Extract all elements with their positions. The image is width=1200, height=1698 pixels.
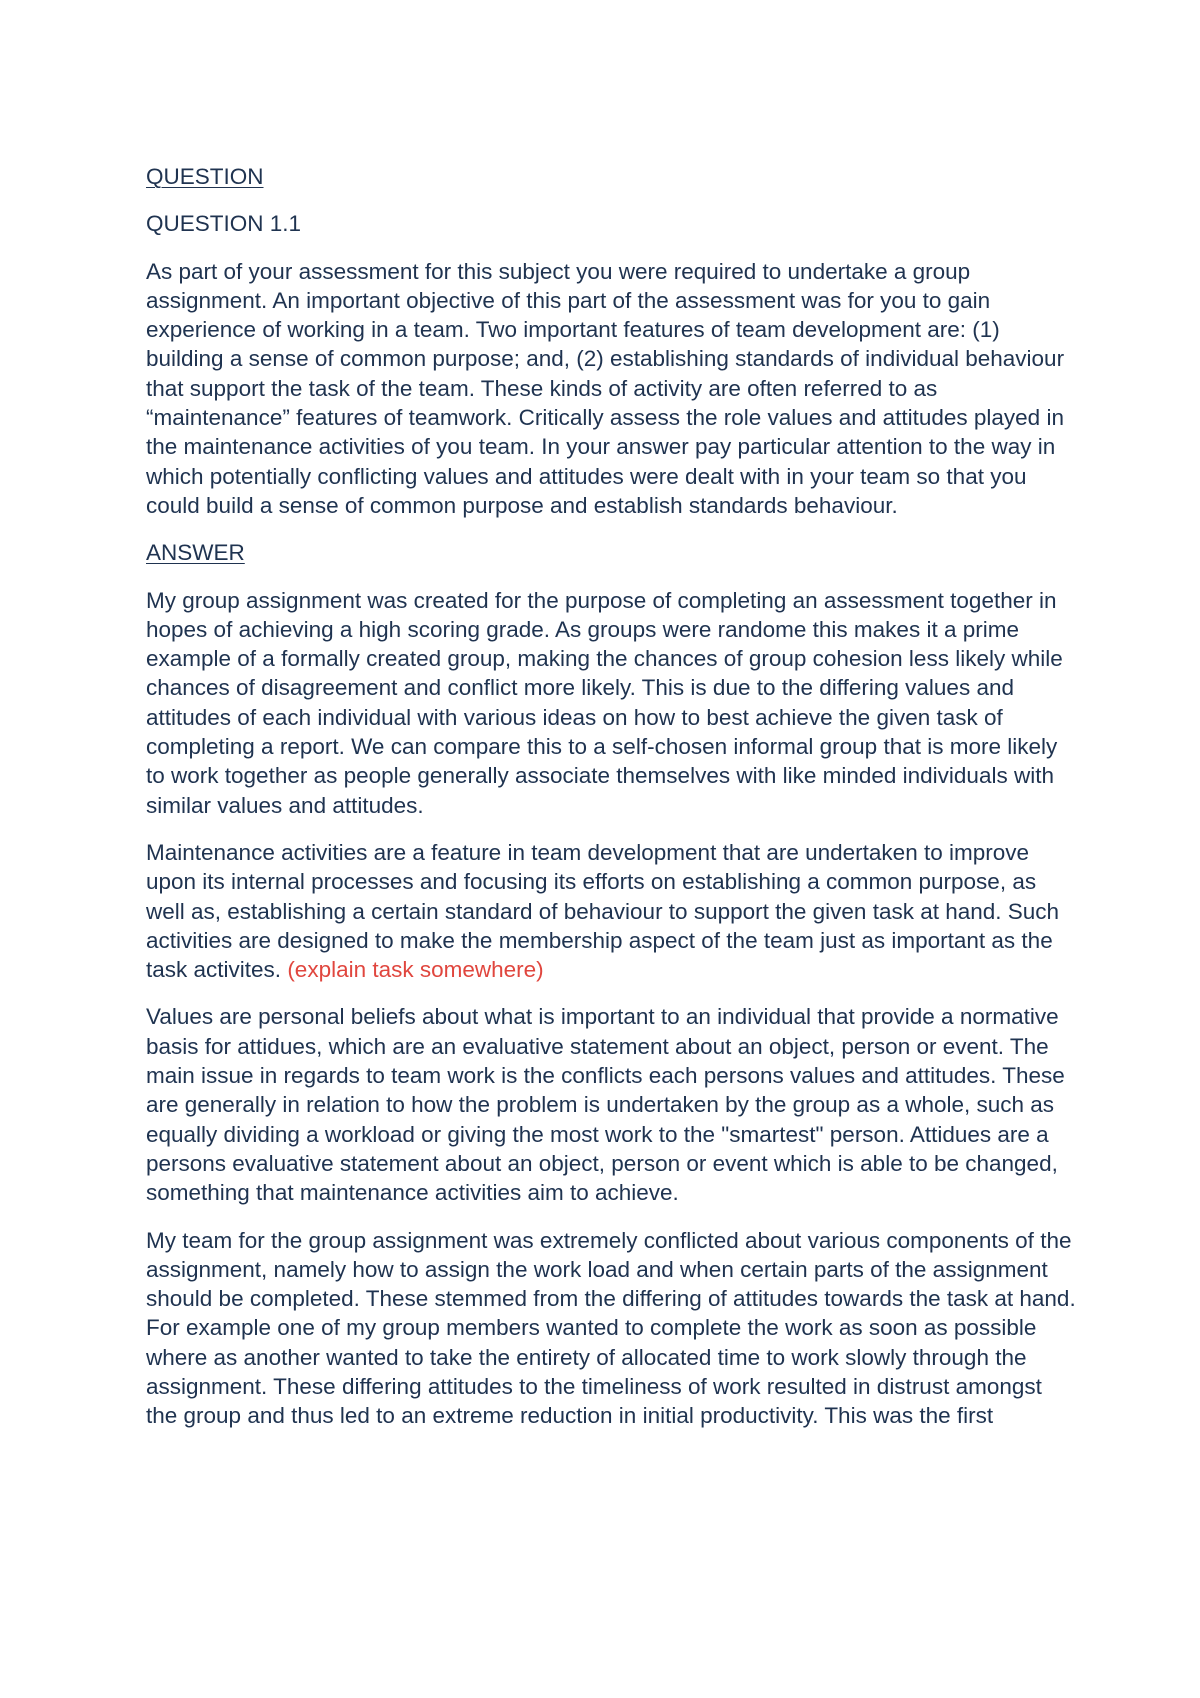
answer-paragraph-3: Values are personal beliefs about what is important to an individual that provide a normative basis for attidues, which are an evaluative statement about an object, person or event. The main issue in regards to team work is the conflicts each persons values and attitudes. These are generally in relation to how the problem is undertaken by the group as a whole, such as equally dividing a workload or giving the most work to the "smartest" person. Attidues are a persons evaluative statement about an object, person or event which is able to be changed, something that maintenance activities aim to achieve. xyxy=(146,1004,1065,1206)
question-text: As part of your assessment for this subject you were required to undertake a group assignment. An important objective of this part of the assessment was for you to gain experience of working in a team. Two important features of team development are: (1) building a sense of common purpose; and, (2) establishing standards of individual behaviour that support the task of the team. These kinds of activity are often referred to as “maintenance” features of teamwork. Critically assess the role values and attitudes played in the maintenance activities of you team. In your answer pay particular attention to the way in which potentially conflicting values and attitudes were dealt with in your team so that you could build a sense of common purpose and establish standards behaviour. xyxy=(146,258,1065,518)
heading-question-1-1: QUESTION 1.1 xyxy=(146,211,302,237)
explain-task-note: (explain task somewhere) xyxy=(287,957,544,983)
answer-paragraph-2 xyxy=(146,838,1076,984)
heading-question: QUESTION xyxy=(146,164,264,189)
heading-answer: ANSWER xyxy=(146,540,245,566)
answer-paragraph-2-text: Maintenance activities are a feature in team development that are undertaken to improve upon its internal processes and focusing its efforts on establishing a common purpose, as well as, establishing a certain standard of behaviour to support the given task at hand. Such activities are designed to make the membership aspect of the team just as important as the task activites. xyxy=(146,839,1060,983)
document-body xyxy=(146,162,1076,1449)
answer-paragraph-1: My group assignment was created for the purpose of completing an assessment together in hopes of achieving a high scoring grade. As groups were randome this makes it a prime example of a formally created group, making the chances of group cohesion less likely while chances of disagreement and conflict more likely. This is due to the differing values and attitudes of each individual with various ideas on how to best achieve the given task of completing a report. We can compare this to a self-chosen informal group that is more likely to work together as people generally associate themselves with like minded individuals with similar values and attitudes. xyxy=(146,587,1063,818)
answer-paragraph-4: My team for the group assignment was extremely conflicted about various components of the assignment, namely how to assign the work load and when certain parts of the assignment should be completed. These stemmed from the differing of attitudes towards the task at hand. For example one of my group members wanted to complete the work as soon as possible where as another wanted to take the entirety of allocated time to work slowly through the assignment. These differing attitudes to the timeliness of work resulted in distrust amongst the group and thus led to an extreme reduction in initial productivity. This was the first xyxy=(146,1227,1076,1429)
